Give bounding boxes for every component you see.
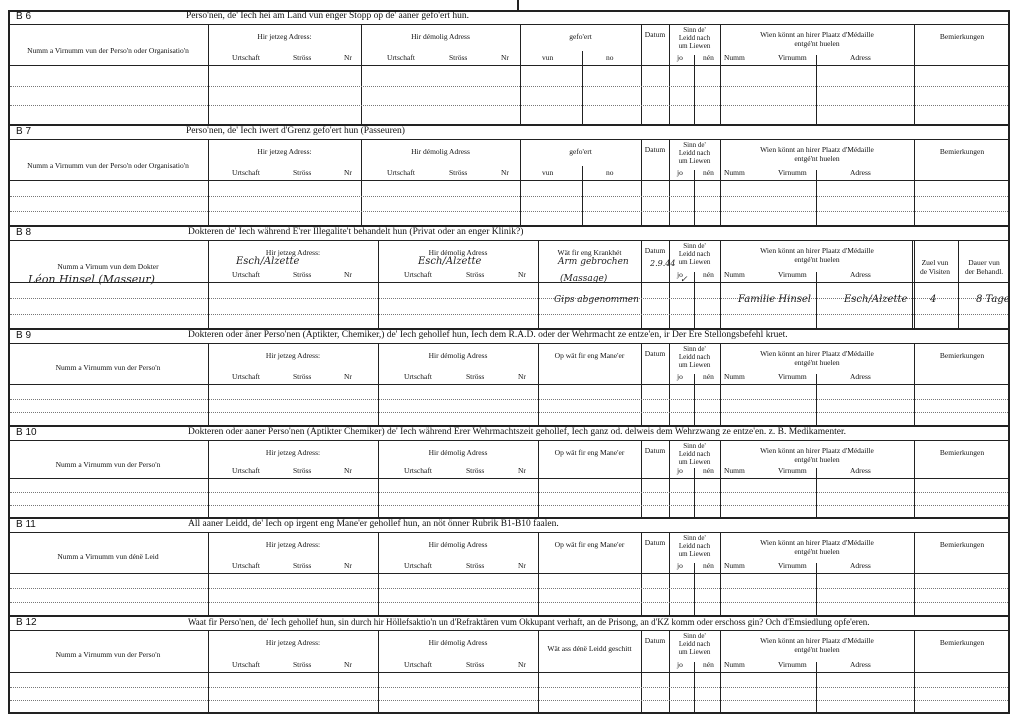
section-id: B 10 <box>16 427 37 438</box>
fed-header: gefo'ert <box>569 147 592 156</box>
medal-address-subheader: Adress <box>850 466 871 475</box>
remarks-header: Bemierkungen <box>939 638 985 647</box>
section-title: All aaner Leidd, de' Iech op irgent eng Mane'er gehollef hun, an nöt önner Rubrik B1-B10 faalen. <box>188 519 559 529</box>
name-column-header: Numm a Virnumm vun der Perso'n oder Organisatio'n <box>27 161 189 170</box>
medal-address-subheader: Adress <box>850 168 871 177</box>
street-subheader: Ströss <box>449 53 468 62</box>
medal-name-subheader: Numm <box>724 372 745 381</box>
medal-header: Wien könnt an hirer Plaatz d'Médaille <box>760 636 874 645</box>
medal-name-entry: Familie Hinsel <box>738 294 812 305</box>
medal-subcol-rule <box>816 272 817 329</box>
name-column-header: Numm a Virnumm vun der Perso'n <box>55 650 161 659</box>
town-subheader: Urtschaft <box>404 466 432 475</box>
nr-subheader: Nr <box>344 561 352 570</box>
date-header: Datum <box>644 349 666 358</box>
fed-subcol-rule <box>582 166 583 226</box>
header-bottom-rule <box>8 384 1010 385</box>
section-b12 <box>8 616 1010 714</box>
former-address-header: Hir démolig Adress <box>428 248 488 257</box>
alive-header: Sinn de' <box>683 345 706 353</box>
town-subheader: Urtschaft <box>232 660 260 669</box>
current-address-header: Hir jetzeg Adress: <box>265 248 321 257</box>
section-b10 <box>8 426 1010 518</box>
column-rule <box>958 240 959 329</box>
nr-subheader: Nr <box>501 168 509 177</box>
date-header: Datum <box>644 636 666 645</box>
medal-header: entgé'nt huelen <box>794 255 840 264</box>
illness-entry: (Massage) <box>560 274 608 284</box>
dotted-row-line <box>10 86 1008 87</box>
section-id: B 9 <box>16 330 32 341</box>
alive-header: Sinn de' <box>683 534 706 542</box>
town-subheader: Urtschaft <box>232 561 260 570</box>
alive-header: um Liewen <box>678 258 711 266</box>
town-subheader: Urtschaft <box>232 53 260 62</box>
to-subheader: no <box>606 53 614 62</box>
what-happened-header: Wät ass dénë Leidd geschitt <box>547 644 632 653</box>
no-subheader: nén <box>703 561 714 570</box>
nr-subheader: Nr <box>518 466 526 475</box>
street-subheader: Ströss <box>466 372 485 381</box>
remarks-header: Bemierkungen <box>939 448 985 457</box>
street-subheader: Ströss <box>293 660 312 669</box>
alive-header: Leidd nach <box>678 250 711 258</box>
alive-header: Sinn de' <box>683 442 706 450</box>
dotted-row-line <box>10 211 1008 212</box>
current-address-header: Hir jetzeg Adress: <box>265 638 321 647</box>
medal-header: entgé'nt huelen <box>794 154 840 163</box>
how-header: Op wät fir eng Mane'er <box>554 540 625 549</box>
no-subheader: nén <box>703 168 714 177</box>
column-rule <box>641 24 642 125</box>
alive-header: Leidd nach <box>678 149 711 157</box>
medal-subcol-rule <box>816 55 817 125</box>
dotted-row-line <box>10 412 1008 413</box>
section-id: B 8 <box>16 227 32 238</box>
alive-header: um Liewen <box>678 458 711 466</box>
alive-header: Sinn de' <box>683 242 706 250</box>
nr-subheader: Nr <box>344 270 352 279</box>
town-subheader: Urtschaft <box>232 466 260 475</box>
remarks-header: Bemierkungen <box>939 147 985 156</box>
town-subheader: Urtschaft <box>404 561 432 570</box>
section-b6 <box>8 10 1010 125</box>
medal-firstname-subheader: Virnumm <box>778 561 807 570</box>
duration-entry: 8 Tage <box>976 294 1010 305</box>
medal-subcol-rule <box>816 563 817 616</box>
current-town-entry: Esch/Alzette <box>236 256 300 267</box>
medal-name-subheader: Numm <box>724 270 745 279</box>
date-header: Datum <box>644 30 666 39</box>
street-subheader: Ströss <box>293 466 312 475</box>
header-bottom-rule <box>8 180 1010 181</box>
medal-header: Wien könnt an hirer Plaatz d'Médaille <box>760 30 874 39</box>
header-bottom-rule <box>8 65 1010 66</box>
no-subheader: nén <box>703 270 714 279</box>
medal-header: entgé'nt huelen <box>794 39 840 48</box>
name-column-header: Numm a Virnumm vun der Perso'n <box>55 460 161 469</box>
medal-address-subheader: Adress <box>850 270 871 279</box>
dotted-row-line <box>10 196 1008 197</box>
dotted-row-line <box>10 105 1008 106</box>
visits-header: Zuel vun <box>921 258 949 267</box>
medal-header: entgé'nt huelen <box>794 645 840 654</box>
section-title: Dokteren de' Iech während E'rer Illegalite't behandelt hun (Privat oder an enger Klinik?) <box>188 227 524 237</box>
section-title-row <box>8 10 1010 25</box>
medal-name-subheader: Numm <box>724 660 745 669</box>
medal-address-subheader: Adress <box>850 53 871 62</box>
town-subheader: Urtschaft <box>404 270 432 279</box>
yes-subheader: jo <box>677 53 683 62</box>
alive-subcol-rule <box>694 374 695 426</box>
illness-entry: Arm gebrochen <box>558 257 629 267</box>
alive-header: Sinn de' <box>683 141 706 149</box>
former-address-header: Hir démolig Adress <box>411 32 470 41</box>
medal-address-subheader: Adress <box>850 561 871 570</box>
town-subheader: Urtschaft <box>387 53 415 62</box>
medal-address-entry: Esch/Alzette <box>844 294 908 305</box>
nr-subheader: Nr <box>518 270 526 279</box>
date-entry: 2.9.44 <box>650 259 676 268</box>
section-id: B 11 <box>16 519 36 530</box>
dotted-row-line <box>10 505 1008 506</box>
medal-header: entgé'nt huelen <box>794 455 840 464</box>
section-title-row <box>8 125 1010 140</box>
current-address-header: Hir jetzeg Adress: <box>265 448 321 457</box>
medal-firstname-subheader: Virnumm <box>778 270 807 279</box>
town-subheader: Urtschaft <box>232 270 260 279</box>
fed-header: gefo'ert <box>569 32 592 41</box>
section-title-row <box>8 329 1010 344</box>
illness-entry: Gips abgenommen <box>554 295 639 305</box>
from-subheader: vun <box>542 168 554 177</box>
street-subheader: Ströss <box>293 372 312 381</box>
no-subheader: nén <box>703 53 714 62</box>
nr-subheader: Nr <box>518 561 526 570</box>
nr-subheader: Nr <box>344 168 352 177</box>
dotted-row-line <box>10 314 1008 315</box>
alive-header: Leidd nach <box>678 450 711 458</box>
name-column-header: Numm a Virnum vun dem Dokter <box>57 262 159 271</box>
section-title: Dokteren oder aaner Perso'nen (Aptikter Chemiker) de' Iech während Erer Wehrmachtszeit gehollef, Iech ganz od. delweis dem Wehrzwang ze entze'en. z. B. Medikamenter. <box>188 427 846 437</box>
section-title: Dokteren oder äner Perso'nen (Aptikter, Chemiker,) de' Iech gehollef hun, Iech dem R.A.D. oder der Wehrmacht ze entze'en, ir Der Ere Stellongsbefehl kruet. <box>188 330 788 340</box>
from-subheader: vun <box>542 53 554 62</box>
town-subheader: Urtschaft <box>232 372 260 381</box>
alive-header: um Liewen <box>678 361 711 369</box>
dotted-row-line <box>10 492 1008 493</box>
yes-subheader: jo <box>677 466 683 475</box>
section-title-row <box>8 226 1010 241</box>
alive-subcol-rule <box>694 662 695 714</box>
alive-header: Leidd nach <box>678 542 711 550</box>
town-subheader: Urtschaft <box>404 660 432 669</box>
date-header: Datum <box>644 446 666 455</box>
medal-header: Wien könnt an hirer Plaatz d'Médaille <box>760 145 874 154</box>
medal-header: Wien könnt an hirer Plaatz d'Médaille <box>760 246 874 255</box>
medal-address-subheader: Adress <box>850 660 871 669</box>
street-subheader: Ströss <box>466 466 485 475</box>
date-header: Datum <box>644 538 666 547</box>
alive-yes-mark: ✓ <box>680 275 688 285</box>
medal-header: entgé'nt huelen <box>794 358 840 367</box>
medal-subcol-rule <box>816 468 817 518</box>
alive-header: Leidd nach <box>678 34 711 42</box>
current-address-header: Hir jetzeg Adress: <box>257 147 312 156</box>
how-header: Op wät fir eng Mane'er <box>554 351 625 360</box>
date-header: Datum <box>644 145 666 154</box>
doctor-name-entry: Léon Hinsel (Masseur) <box>28 273 155 286</box>
yes-subheader: jo <box>677 372 683 381</box>
section-b8 <box>8 226 1010 329</box>
medal-firstname-subheader: Virnumm <box>778 372 807 381</box>
medal-name-subheader: Numm <box>724 168 745 177</box>
section-title-row <box>8 616 1010 631</box>
current-address-header: Hir jetzeg Adress: <box>265 351 321 360</box>
medal-header: Wien könnt an hirer Plaatz d'Médaille <box>760 349 874 358</box>
remarks-header: Bemierkungen <box>939 32 985 41</box>
street-subheader: Ströss <box>293 561 312 570</box>
medal-firstname-subheader: Virnumm <box>778 466 807 475</box>
medal-header: Wien könnt an hirer Plaatz d'Médaille <box>760 538 874 547</box>
section-title: Waat fir Perso'nen, de' Iech gehollef hun, sin durch hir Höllefsaktio'n un d'Refraktären vum Okkupant verhaft, an de Prisong, an d'KZ komm oder erschoss gin? Och d'Emsiedlung opfe'eren. <box>188 617 870 627</box>
section-title-row <box>8 518 1010 533</box>
dotted-row-line <box>10 588 1008 589</box>
remarks-header: Bemierkungen <box>939 351 985 360</box>
alive-header: Sinn de' <box>683 632 706 640</box>
nr-subheader: Nr <box>344 372 352 381</box>
section-title: Perso'nen, de' Iech iwert d'Grenz gefo'ert hun (Passeuren) <box>186 126 405 136</box>
date-header: Datum <box>644 246 666 255</box>
section-title-row <box>8 426 1010 441</box>
street-subheader: Ströss <box>293 53 312 62</box>
header-bottom-rule <box>8 478 1010 479</box>
medal-subcol-rule <box>816 662 817 714</box>
town-subheader: Urtschaft <box>404 372 432 381</box>
visits-entry: 4 <box>930 294 937 305</box>
yes-subheader: jo <box>677 561 683 570</box>
dotted-row-line <box>10 602 1008 603</box>
no-subheader: nén <box>703 660 714 669</box>
former-address-header: Hir démolig Adress <box>411 147 470 156</box>
remarks-header: Bemierkungen <box>939 540 985 549</box>
street-subheader: Ströss <box>466 561 485 570</box>
section-title: Perso'nen, de' Iech hei am Land vun enger Stopp op de' aaner gefo'ert hun. <box>186 11 470 21</box>
fed-subcol-rule <box>582 51 583 125</box>
header-bottom-rule <box>8 573 1010 574</box>
street-subheader: Ströss <box>466 660 485 669</box>
name-column-header: Numm a Virnumm vun der Perso'n <box>55 363 161 372</box>
medal-header: Wien könnt an hirer Plaatz d'Médaille <box>760 446 874 455</box>
no-subheader: nén <box>703 372 714 381</box>
medal-firstname-subheader: Virnumm <box>778 660 807 669</box>
street-subheader: Ströss <box>293 270 312 279</box>
nr-subheader: Nr <box>518 660 526 669</box>
section-id: B 12 <box>16 617 37 628</box>
current-address-header: Hir jetzeg Adress: <box>265 540 321 549</box>
medal-subcol-rule <box>816 170 817 226</box>
current-address-header: Hir jetzeg Adress: <box>257 32 312 41</box>
to-subheader: no <box>606 168 614 177</box>
illness-header: Wät fir eng Krankhét <box>557 248 622 257</box>
alive-header: Leidd nach <box>678 353 711 361</box>
former-address-header: Hir démolig Adress <box>428 638 488 647</box>
yes-subheader: jo <box>677 270 683 279</box>
medal-subcol-rule <box>816 374 817 426</box>
how-header: Op wät fir eng Mane'er <box>554 448 625 457</box>
alive-subcol-rule <box>694 468 695 518</box>
dotted-row-line <box>10 700 1008 701</box>
former-address-header: Hir démolig Adress <box>428 351 488 360</box>
former-address-header: Hir démolig Adress <box>428 448 488 457</box>
nr-subheader: Nr <box>344 53 352 62</box>
section-b9 <box>8 329 1010 426</box>
alive-header: um Liewen <box>678 550 711 558</box>
section-id: B 7 <box>16 126 32 137</box>
former-town-entry: Esch/Alzette <box>418 256 482 267</box>
yes-subheader: jo <box>677 168 683 177</box>
medal-address-subheader: Adress <box>850 372 871 381</box>
name-column-header: Numm a Virnumm vun dénë Leid <box>57 552 159 561</box>
name-column-header: Numm a Virnumm vun der Perso'n oder Organisatio'n <box>27 46 189 55</box>
dotted-row-line <box>10 687 1008 688</box>
town-subheader: Urtschaft <box>387 168 415 177</box>
street-subheader: Ströss <box>449 168 468 177</box>
alive-header: Sinn de' <box>683 26 706 34</box>
nr-subheader: Nr <box>518 372 526 381</box>
town-subheader: Urtschaft <box>232 168 260 177</box>
no-subheader: nén <box>703 466 714 475</box>
alive-subcol-rule <box>694 272 695 329</box>
header-bottom-rule <box>8 672 1010 673</box>
medal-name-subheader: Numm <box>724 466 745 475</box>
header-bottom-rule <box>8 282 1010 283</box>
former-address-header: Hir démolig Adress <box>428 540 488 549</box>
duration-header: Dauer vun <box>968 258 1000 267</box>
medal-firstname-subheader: Virnumm <box>778 53 807 62</box>
medal-name-subheader: Numm <box>724 561 745 570</box>
duration-header: der Behandl. <box>964 267 1004 276</box>
column-rule <box>914 240 915 329</box>
street-subheader: Ströss <box>293 168 312 177</box>
alive-header: um Liewen <box>678 42 711 50</box>
alive-subcol-rule <box>694 563 695 616</box>
nr-subheader: Nr <box>344 466 352 475</box>
section-id: B 6 <box>16 11 32 22</box>
section-b11 <box>8 518 1010 616</box>
alive-subcol-rule <box>694 170 695 226</box>
alive-subcol-rule <box>694 55 695 125</box>
section-b7 <box>8 125 1010 226</box>
medal-header: entgé'nt huelen <box>794 547 840 556</box>
street-subheader: Ströss <box>466 270 485 279</box>
visits-header: de Visiten <box>919 267 951 276</box>
alive-header: um Liewen <box>678 157 711 165</box>
alive-header: um Liewen <box>678 648 711 656</box>
medal-name-subheader: Numm <box>724 53 745 62</box>
dotted-row-line <box>10 399 1008 400</box>
medal-firstname-subheader: Virnumm <box>778 168 807 177</box>
nr-subheader: Nr <box>344 660 352 669</box>
alive-header: Leidd nach <box>678 640 711 648</box>
nr-subheader: Nr <box>501 53 509 62</box>
yes-subheader: jo <box>677 660 683 669</box>
